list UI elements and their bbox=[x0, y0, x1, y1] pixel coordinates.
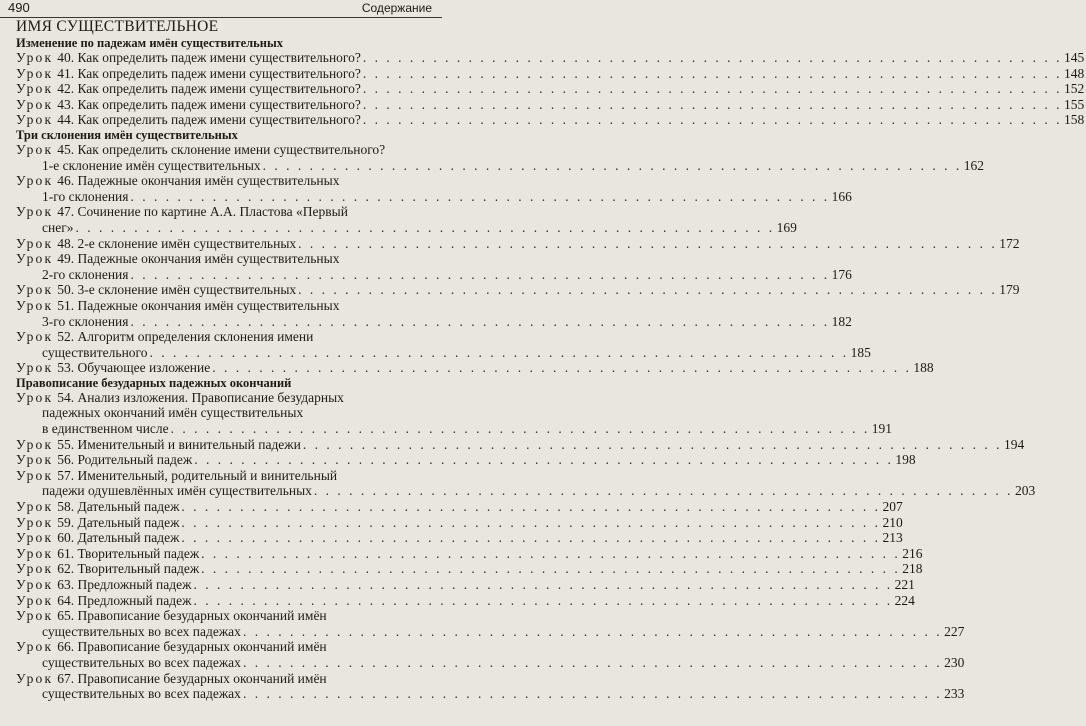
section-title: Правописание безударных падежных окончаний bbox=[16, 375, 292, 390]
section-title: Изменение по падежам имён существительных bbox=[16, 36, 283, 50]
page-ref: 191 bbox=[871, 421, 893, 437]
lesson-number: 46. bbox=[57, 173, 75, 189]
lesson-title: Обучающее изложение bbox=[77, 360, 211, 376]
toc-entry[interactable] bbox=[16, 282, 1020, 298]
toc-entry[interactable] bbox=[16, 577, 915, 593]
lesson-word: Урок bbox=[16, 499, 54, 515]
lesson-word: Урок bbox=[16, 50, 54, 65]
lesson-word: Урок bbox=[16, 436, 54, 452]
lesson-number: 63. bbox=[57, 577, 75, 592]
lesson-title: Творительный падеж bbox=[77, 561, 200, 577]
page-ref: 166 bbox=[831, 188, 852, 204]
leader-dots: . . . . . . . . . . . . . . . . . . . . . . . . . . . . . . . . . . . . . . . . . . . . . . . . . . . . . . . . . . . . bbox=[242, 623, 943, 639]
lesson-number: 50. bbox=[57, 282, 75, 298]
lesson-title: 2-го склонения bbox=[42, 266, 129, 282]
lesson-title: снег» bbox=[42, 219, 74, 235]
lesson-title: Предложный падеж bbox=[77, 577, 192, 592]
lesson-title: Правописание безударных окончаний имён bbox=[77, 670, 327, 686]
lesson-title: Как определить падеж имени существительного? bbox=[77, 65, 361, 81]
toc-entry[interactable] bbox=[16, 530, 903, 546]
leader-dots: . . . . . . . . . . . . . . . . . . . . . . . . . . . . . . . . . . . . . . . . . . . . . . . . . . . . . . . . . . . . bbox=[193, 592, 893, 608]
page-ref: 148 bbox=[1064, 65, 1085, 81]
lesson-word: Урок bbox=[16, 65, 54, 81]
lesson-word: Урок bbox=[16, 670, 54, 686]
leader-dots: . . . . . . . . . . . . . . . . . . . . . . . . . . . . . . . . . . . . . . . . . . . . . . . . . . . . . . . . . . . . bbox=[201, 545, 901, 561]
lesson-title: Алгоритм определения склонения имени bbox=[77, 329, 314, 345]
lesson-title: Как определить падеж имени существительного? bbox=[77, 50, 361, 65]
lesson-word: Урок bbox=[16, 204, 54, 220]
lesson-title: существительных во всех падежах bbox=[42, 623, 241, 639]
lesson-title: 2-е склонение имён существительных bbox=[77, 235, 297, 251]
lesson-title: Как определить падеж имени существительного? bbox=[77, 112, 361, 128]
toc-entry[interactable] bbox=[16, 360, 934, 376]
leader-dots: . . . . . . . . . . . . . . . . . . . . . . . . . . . . . . . . . . . . . . . . . . . . . . . . . . . . . . . . . . . . bbox=[302, 436, 1002, 452]
toc-entry[interactable] bbox=[16, 670, 965, 702]
lesson-word: Урок bbox=[16, 282, 54, 298]
lesson-number: 45. bbox=[57, 141, 75, 157]
page-ref: 179 bbox=[999, 282, 1020, 298]
lesson-title: 1-е склонение имён существительных bbox=[42, 157, 261, 173]
page-ref: 176 bbox=[831, 266, 852, 282]
lesson-word: Урок bbox=[16, 173, 54, 189]
page-ref: 198 bbox=[895, 452, 916, 468]
toc-entry[interactable] bbox=[16, 96, 1085, 113]
toc-entry[interactable] bbox=[16, 235, 1020, 252]
lesson-number: 51. bbox=[57, 297, 75, 313]
lesson-word: Урок bbox=[16, 639, 54, 655]
page-ref: 216 bbox=[902, 545, 923, 561]
lesson-word: Урок bbox=[16, 251, 54, 267]
lesson-word: Урок bbox=[16, 545, 54, 561]
lesson-word: Урок bbox=[16, 235, 54, 251]
lesson-title: Творительный падеж bbox=[77, 545, 200, 561]
lesson-title: Дательный падеж bbox=[77, 499, 180, 515]
toc-entry[interactable] bbox=[16, 329, 871, 360]
page-ref: 162 bbox=[963, 157, 985, 173]
lesson-word: Урок bbox=[16, 530, 54, 546]
toc-entry[interactable] bbox=[16, 467, 1036, 499]
leader-dots: . . . . . . . . . . . . . . . . . . . . . . . . . . . . . . . . . . . . . . . . . . . . . . . . . . . . . . . . . . . . bbox=[362, 96, 1062, 112]
lesson-number: 48. bbox=[57, 235, 75, 251]
lesson-number: 41. bbox=[57, 65, 75, 81]
page-ref: 227 bbox=[944, 623, 965, 639]
toc-entry[interactable] bbox=[16, 545, 923, 562]
toc-entry[interactable] bbox=[16, 173, 852, 204]
toc-entry[interactable] bbox=[16, 561, 923, 577]
lesson-title: существительных во всех падежах bbox=[42, 654, 241, 670]
leader-dots: . . . . . . . . . . . . . . . . . . . . . . . . . . . . . . . . . . . . . . . . . . . . . . . . . . . . . . . . . . . . bbox=[149, 344, 849, 360]
lesson-title: Правописание безударных окончаний имён bbox=[77, 639, 327, 655]
leader-dots: . . . . . . . . . . . . . . . . . . . . . . . . . . . . . . . . . . . . . . . . . . . . . . . . . . . . . . . . . . . . bbox=[130, 313, 830, 329]
page-ref: 194 bbox=[1003, 436, 1025, 452]
lesson-word: Урок bbox=[16, 514, 54, 530]
toc-entry[interactable] bbox=[16, 251, 852, 282]
leader-dots: . . . . . . . . . . . . . . . . . . . . . . . . . . . . . . . . . . . . . . . . . . . . . . . . . . . . . . . . . . . . bbox=[298, 235, 998, 251]
lesson-title: Предложный падеж bbox=[77, 592, 192, 608]
lesson-title: Именительный, родительный и винительный bbox=[77, 467, 338, 483]
leader-dots: . . . . . . . . . . . . . . . . . . . . . . . . . . . . . . . . . . . . . . . . . . . . . . . . . . . . . . . . . . . . bbox=[242, 654, 943, 670]
page-ref: 207 bbox=[882, 499, 903, 515]
lesson-word: Урок bbox=[16, 577, 54, 592]
lesson-word: Урок bbox=[16, 592, 54, 608]
lesson-word: Урок bbox=[16, 81, 54, 97]
toc-entry[interactable] bbox=[16, 499, 903, 515]
lesson-word: Урок bbox=[16, 561, 54, 577]
leader-dots: . . . . . . . . . . . . . . . . . . . . . . . . . . . . . . . . . . . . . . . . . . . . . . . . . . . . . . . . . . . . bbox=[75, 219, 775, 235]
page-header bbox=[0, 0, 442, 18]
table-of-contents bbox=[16, 18, 1085, 702]
toc-entry[interactable] bbox=[16, 592, 915, 609]
toc-entry[interactable] bbox=[16, 81, 1085, 97]
lesson-title: Как определить падеж имени существительного? bbox=[77, 96, 361, 112]
page-ref: 172 bbox=[999, 235, 1020, 251]
lesson-word: Урок bbox=[16, 112, 54, 128]
page-ref: 145 bbox=[1064, 50, 1085, 65]
lesson-word: Урок bbox=[16, 452, 54, 468]
leader-dots: . . . . . . . . . . . . . . . . . . . . . . . . . . . . . . . . . . . . . . . . . . . . . . . . . . . . . . . . . . . . bbox=[362, 81, 1062, 97]
lesson-number: 40. bbox=[57, 50, 75, 65]
lesson-number: 65. bbox=[57, 608, 75, 624]
lesson-title: в единственном числе bbox=[42, 421, 169, 437]
toc-entry[interactable] bbox=[16, 608, 965, 639]
leader-dots: . . . . . . . . . . . . . . . . . . . . . . . . . . . . . . . . . . . . . . . . . . . . . . . . . . . . . . . . . . . . bbox=[262, 157, 962, 173]
section-title: Три склонения имён существительных bbox=[16, 127, 238, 142]
lesson-number: 66. bbox=[57, 639, 75, 655]
lesson-word: Урок bbox=[16, 329, 54, 345]
lesson-number: 59. bbox=[57, 514, 75, 530]
running-title: Содержание bbox=[361, 1, 432, 15]
leader-dots: . . . . . . . . . . . . . . . . . . . . . . . . . . . . . . . . . . . . . . . . . . . . . . . . . . . . . . . . . . . . bbox=[130, 266, 830, 282]
lesson-word: Урок bbox=[16, 389, 54, 405]
page-ref: 233 bbox=[944, 686, 965, 702]
page-ref: 182 bbox=[831, 313, 852, 329]
lesson-number: 60. bbox=[57, 530, 75, 546]
lesson-title: Как определить падеж имени существительного? bbox=[77, 81, 361, 97]
lesson-word: Урок bbox=[16, 141, 54, 157]
lesson-title: Падежные окончания имён существительных bbox=[77, 173, 340, 189]
lesson-number: 56. bbox=[57, 452, 75, 468]
lesson-title: Сочинение по картине А.А. Пластова «Первый bbox=[77, 204, 348, 220]
leader-dots: . . . . . . . . . . . . . . . . . . . . . . . . . . . . . . . . . . . . . . . . . . . . . . . . . . . . . . . . . . . . bbox=[130, 188, 830, 204]
lesson-title: падежных окончаний имён существительных bbox=[42, 405, 304, 421]
page-ref: 213 bbox=[882, 530, 903, 546]
lesson-word: Урок bbox=[16, 608, 54, 624]
lesson-number: 52. bbox=[57, 329, 75, 345]
leader-dots: . . . . . . . . . . . . . . . . . . . . . . . . . . . . . . . . . . . . . . . . . . . . . . . . . . . . . . . . . . . . bbox=[212, 360, 912, 376]
lesson-title: 1-го склонения bbox=[42, 188, 129, 204]
lesson-title: падежи одушевлённых имён существительных bbox=[42, 483, 312, 499]
lesson-number: 61. bbox=[57, 545, 75, 561]
toc-entry[interactable] bbox=[16, 436, 1025, 453]
lesson-title: Анализ изложения. Правописание безударных bbox=[77, 389, 344, 405]
leader-dots: . . . . . . . . . . . . . . . . . . . . . . . . . . . . . . . . . . . . . . . . . . . . . . . . . . . . . . . . . . . . bbox=[298, 282, 998, 298]
lesson-title: Дательный падеж bbox=[77, 514, 180, 530]
leader-dots: . . . . . . . . . . . . . . . . . . . . . . . . . . . . . . . . . . . . . . . . . . . . . . . . . . . . . . . . . . . . bbox=[194, 452, 894, 468]
lesson-title: 3-е склонение имён существительных bbox=[77, 282, 297, 298]
lesson-title: Дательный падеж bbox=[77, 530, 180, 546]
lesson-title: Именительный и винительный падежи bbox=[77, 436, 301, 452]
lesson-number: 49. bbox=[57, 251, 75, 267]
leader-dots: . . . . . . . . . . . . . . . . . . . . . . . . . . . . . . . . . . . . . . . . . . . . . . . . . . . . . . . . . . . . bbox=[313, 483, 1014, 499]
lesson-title: Родительный падеж bbox=[77, 452, 193, 468]
toc-entry[interactable] bbox=[16, 514, 903, 531]
leader-dots: . . . . . . . . . . . . . . . . . . . . . . . . . . . . . . . . . . . . . . . . . . . . . . . . . . . . . . . . . . . . bbox=[181, 499, 881, 515]
toc-entry[interactable] bbox=[16, 639, 965, 670]
chapter-title: ИМЯ СУЩЕСТВИТЕЛЬНОЕ bbox=[16, 18, 219, 35]
lesson-number: 58. bbox=[57, 499, 75, 515]
lesson-number: 43. bbox=[57, 96, 75, 112]
lesson-number: 64. bbox=[57, 592, 75, 608]
toc-entry[interactable] bbox=[16, 65, 1085, 82]
lesson-number: 44. bbox=[57, 112, 75, 128]
page-ref: 185 bbox=[850, 344, 871, 360]
leader-dots: . . . . . . . . . . . . . . . . . . . . . . . . . . . . . . . . . . . . . . . . . . . . . . . . . . . . . . . . . . . . bbox=[181, 514, 881, 530]
lesson-word: Урок bbox=[16, 467, 54, 483]
leader-dots: . . . . . . . . . . . . . . . . . . . . . . . . . . . . . . . . . . . . . . . . . . . . . . . . . . . . . . . . . . . . bbox=[193, 577, 893, 592]
page-ref: 210 bbox=[882, 514, 903, 530]
leader-dots: . . . . . . . . . . . . . . . . . . . . . . . . . . . . . . . . . . . . . . . . . . . . . . . . . . . . . . . . . . . . bbox=[362, 50, 1062, 65]
page-ref: 158 bbox=[1064, 112, 1085, 128]
page-ref: 218 bbox=[902, 561, 923, 577]
page-ref: 152 bbox=[1064, 81, 1085, 97]
lesson-number: 54. bbox=[57, 389, 75, 405]
lesson-title: существительного bbox=[42, 344, 148, 360]
leader-dots: . . . . . . . . . . . . . . . . . . . . . . . . . . . . . . . . . . . . . . . . . . . . . . . . . . . . . . . . . . . . bbox=[362, 112, 1062, 128]
page-ref: 188 bbox=[913, 360, 934, 376]
lesson-title: Правописание безударных окончаний имён bbox=[77, 608, 327, 624]
toc-entry[interactable] bbox=[16, 297, 852, 329]
lesson-title: Как определить склонение имени существительного? bbox=[77, 141, 386, 157]
page-ref: 203 bbox=[1015, 483, 1036, 499]
lesson-number: 42. bbox=[57, 81, 75, 97]
lesson-title: Падежные окончания имён существительных bbox=[77, 297, 340, 313]
page-ref: 169 bbox=[776, 219, 797, 235]
lesson-number: 62. bbox=[57, 561, 75, 577]
lesson-number: 53. bbox=[57, 360, 75, 376]
lesson-title: существительных во всех падежах bbox=[42, 686, 241, 702]
leader-dots: . . . . . . . . . . . . . . . . . . . . . . . . . . . . . . . . . . . . . . . . . . . . . . . . . . . . . . . . . . . . bbox=[181, 530, 881, 546]
toc-entry[interactable] bbox=[16, 112, 1085, 128]
lesson-number: 55. bbox=[57, 436, 75, 452]
page-ref: 230 bbox=[944, 654, 965, 670]
lesson-title: Падежные окончания имён существительных bbox=[77, 251, 340, 267]
page-number: 490 bbox=[8, 0, 30, 15]
leader-dots: . . . . . . . . . . . . . . . . . . . . . . . . . . . . . . . . . . . . . . . . . . . . . . . . . . . . . . . . . . . . bbox=[201, 561, 901, 577]
toc-entry[interactable] bbox=[16, 204, 797, 235]
toc-entry[interactable] bbox=[16, 389, 893, 437]
lesson-number: 57. bbox=[57, 467, 75, 483]
page-ref: 155 bbox=[1064, 96, 1085, 112]
toc-entry[interactable] bbox=[16, 141, 985, 173]
lesson-title: 3-го склонения bbox=[42, 313, 129, 329]
leader-dots: . . . . . . . . . . . . . . . . . . . . . . . . . . . . . . . . . . . . . . . . . . . . . . . . . . . . . . . . . . . . bbox=[242, 686, 943, 702]
lesson-word: Урок bbox=[16, 360, 54, 376]
toc-entry[interactable] bbox=[16, 50, 1085, 66]
toc-entry[interactable] bbox=[16, 452, 916, 468]
leader-dots: . . . . . . . . . . . . . . . . . . . . . . . . . . . . . . . . . . . . . . . . . . . . . . . . . . . . . . . . . . . . bbox=[362, 65, 1062, 81]
lesson-number: 47. bbox=[57, 204, 75, 220]
lesson-word: Урок bbox=[16, 297, 54, 313]
page-ref: 221 bbox=[894, 577, 915, 592]
page-ref: 224 bbox=[894, 592, 915, 608]
lesson-word: Урок bbox=[16, 96, 54, 112]
lesson-number: 67. bbox=[57, 670, 75, 686]
leader-dots: . . . . . . . . . . . . . . . . . . . . . . . . . . . . . . . . . . . . . . . . . . . . . . . . . . . . . . . . . . . . bbox=[170, 421, 870, 437]
